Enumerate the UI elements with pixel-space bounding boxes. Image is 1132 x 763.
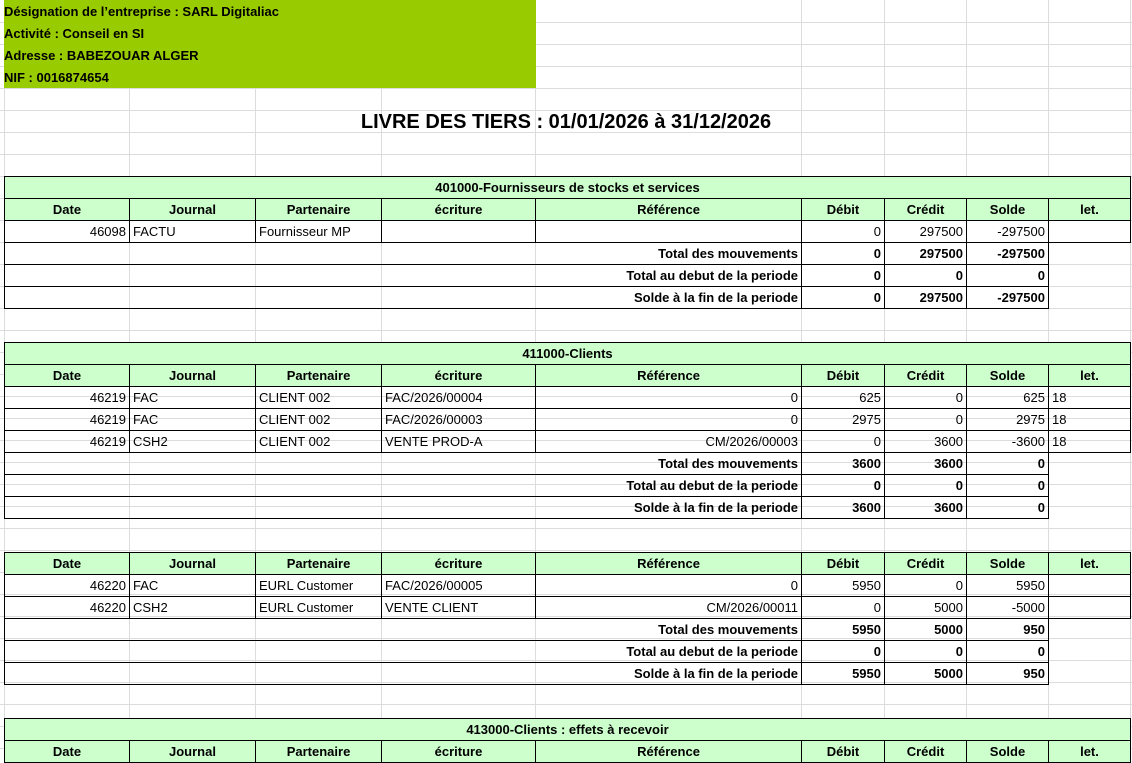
column-header[interactable]: Solde: [966, 364, 1049, 387]
column-header[interactable]: Journal: [129, 364, 256, 387]
total-credit[interactable]: 0: [884, 474, 967, 497]
total-credit[interactable]: 3600: [884, 452, 967, 475]
total-solde[interactable]: -297500: [966, 242, 1049, 265]
total-label[interactable]: Solde à la fin de la periode: [4, 286, 802, 309]
column-header[interactable]: Date: [4, 552, 130, 575]
table-cell[interactable]: FAC: [129, 574, 256, 597]
column-header[interactable]: Journal: [129, 198, 256, 221]
table-cell[interactable]: 3600: [884, 430, 967, 453]
total-credit[interactable]: 3600: [884, 496, 967, 519]
gridline: [0, 330, 1132, 331]
column-header[interactable]: Référence: [535, 364, 802, 387]
table-cell[interactable]: 0: [801, 596, 885, 619]
column-header[interactable]: Référence: [535, 198, 802, 221]
column-header[interactable]: écriture: [381, 364, 536, 387]
column-header[interactable]: Date: [4, 364, 130, 387]
table-cell[interactable]: -3600: [966, 430, 1049, 453]
company-designation: Désignation de l’entreprise : SARL Digitaliac: [4, 4, 279, 19]
column-header[interactable]: Débit: [801, 740, 885, 763]
table-cell[interactable]: CLIENT 002: [255, 386, 382, 409]
gridline: [0, 528, 1132, 529]
table-cell[interactable]: FACTU: [129, 220, 256, 243]
table-cell[interactable]: CLIENT 002: [255, 408, 382, 431]
table-cell[interactable]: 5000: [884, 596, 967, 619]
column-header[interactable]: écriture: [381, 552, 536, 575]
total-debit[interactable]: 0: [801, 640, 885, 663]
table-cell[interactable]: [1048, 220, 1131, 243]
total-debit[interactable]: 3600: [801, 452, 885, 475]
table-cell[interactable]: [1048, 596, 1131, 619]
company-nif: NIF : 0016874654: [4, 70, 109, 85]
column-header[interactable]: Crédit: [884, 552, 967, 575]
table-cell[interactable]: 5950: [801, 574, 885, 597]
table-cell[interactable]: 0: [535, 574, 802, 597]
table-cell[interactable]: 297500: [884, 220, 967, 243]
column-header[interactable]: écriture: [381, 740, 536, 763]
table-cell[interactable]: -5000: [966, 596, 1049, 619]
table-cell[interactable]: 46219: [4, 386, 130, 409]
table-cell[interactable]: 0: [801, 220, 885, 243]
table-cell[interactable]: FAC/2026/00004: [381, 386, 536, 409]
table-cell[interactable]: CM/2026/00011: [535, 596, 802, 619]
column-header[interactable]: let.: [1048, 552, 1131, 575]
total-label[interactable]: Total au debut de la periode: [4, 474, 802, 497]
column-header[interactable]: Référence: [535, 740, 802, 763]
column-header[interactable]: Solde: [966, 740, 1049, 763]
total-label[interactable]: Solde à la fin de la periode: [4, 662, 802, 685]
table-cell[interactable]: 0: [884, 408, 967, 431]
total-credit[interactable]: 5000: [884, 662, 967, 685]
table-cell[interactable]: 2975: [801, 408, 885, 431]
total-solde[interactable]: 0: [966, 640, 1049, 663]
total-solde[interactable]: -297500: [966, 286, 1049, 309]
column-header[interactable]: écriture: [381, 198, 536, 221]
total-label[interactable]: Total des mouvements: [4, 452, 802, 475]
total-label[interactable]: Solde à la fin de la periode: [4, 496, 802, 519]
column-header[interactable]: Crédit: [884, 198, 967, 221]
table-cell[interactable]: FAC/2026/00003: [381, 408, 536, 431]
column-header[interactable]: Débit: [801, 198, 885, 221]
column-header[interactable]: Crédit: [884, 364, 967, 387]
column-header[interactable]: Solde: [966, 198, 1049, 221]
section-title[interactable]: 413000-Clients : effets à recevoir: [4, 718, 1131, 741]
column-header[interactable]: Référence: [535, 552, 802, 575]
gridline: [0, 550, 1132, 551]
total-debit[interactable]: 0: [801, 242, 885, 265]
total-label[interactable]: Total au debut de la periode: [4, 640, 802, 663]
total-debit[interactable]: 0: [801, 286, 885, 309]
column-header[interactable]: let.: [1048, 198, 1131, 221]
column-header[interactable]: Débit: [801, 364, 885, 387]
total-solde[interactable]: 950: [966, 662, 1049, 685]
total-debit[interactable]: 5950: [801, 662, 885, 685]
column-header[interactable]: Partenaire: [255, 364, 382, 387]
column-header[interactable]: Journal: [129, 740, 256, 763]
gridline: [0, 704, 1132, 705]
table-cell[interactable]: CLIENT 002: [255, 430, 382, 453]
table-cell[interactable]: FAC: [129, 386, 256, 409]
section-title[interactable]: 411000-Clients: [4, 342, 1131, 365]
column-header[interactable]: Date: [4, 740, 130, 763]
table-cell[interactable]: [535, 220, 802, 243]
table-cell[interactable]: FAC: [129, 408, 256, 431]
total-solde[interactable]: 950: [966, 618, 1049, 641]
total-label[interactable]: Total des mouvements: [4, 242, 802, 265]
table-cell[interactable]: 625: [966, 386, 1049, 409]
column-header[interactable]: Crédit: [884, 740, 967, 763]
table-cell[interactable]: 18: [1048, 386, 1131, 409]
total-label[interactable]: Total au debut de la periode: [4, 264, 802, 287]
table-cell[interactable]: 2975: [966, 408, 1049, 431]
column-header[interactable]: Partenaire: [255, 198, 382, 221]
total-label[interactable]: Total des mouvements: [4, 618, 802, 641]
table-cell[interactable]: FAC/2026/00005: [381, 574, 536, 597]
table-cell[interactable]: 0: [884, 386, 967, 409]
table-cell[interactable]: CM/2026/00003: [535, 430, 802, 453]
table-cell[interactable]: -297500: [966, 220, 1049, 243]
total-credit[interactable]: 297500: [884, 286, 967, 309]
total-credit[interactable]: 5000: [884, 618, 967, 641]
total-debit[interactable]: 3600: [801, 496, 885, 519]
table-cell[interactable]: 0: [801, 430, 885, 453]
total-debit[interactable]: 5950: [801, 618, 885, 641]
total-credit[interactable]: 297500: [884, 242, 967, 265]
column-header[interactable]: Partenaire: [255, 740, 382, 763]
company-activity: Activité : Conseil en SI: [4, 26, 145, 41]
total-solde[interactable]: 0: [966, 496, 1049, 519]
table-cell[interactable]: 18: [1048, 430, 1131, 453]
table-cell[interactable]: 18: [1048, 408, 1131, 431]
table-cell[interactable]: EURL Customer: [255, 574, 382, 597]
total-debit[interactable]: 0: [801, 474, 885, 497]
table-cell[interactable]: 46220: [4, 574, 130, 597]
table-cell[interactable]: 625: [801, 386, 885, 409]
total-solde[interactable]: 0: [966, 264, 1049, 287]
company-address: Adresse : BABEZOUAR ALGER: [4, 48, 199, 63]
column-header[interactable]: Débit: [801, 552, 885, 575]
table-cell[interactable]: 46219: [4, 430, 130, 453]
gridline: [0, 88, 1132, 89]
column-header[interactable]: Journal: [129, 552, 256, 575]
table-cell[interactable]: VENTE PROD-A: [381, 430, 536, 453]
table-cell[interactable]: CSH2: [129, 596, 256, 619]
table-cell[interactable]: EURL Customer: [255, 596, 382, 619]
column-header[interactable]: Solde: [966, 552, 1049, 575]
table-cell[interactable]: Fournisseur MP: [255, 220, 382, 243]
gridline: [0, 154, 1132, 155]
table-cell[interactable]: [1048, 574, 1131, 597]
table-cell[interactable]: 46220: [4, 596, 130, 619]
table-cell[interactable]: 0: [535, 408, 802, 431]
table-cell[interactable]: CSH2: [129, 430, 256, 453]
table-cell[interactable]: 0: [884, 574, 967, 597]
table-cell[interactable]: [381, 220, 536, 243]
table-cell[interactable]: VENTE CLIENT: [381, 596, 536, 619]
total-credit[interactable]: 0: [884, 640, 967, 663]
total-solde[interactable]: 0: [966, 474, 1049, 497]
total-credit[interactable]: 0: [884, 264, 967, 287]
column-header[interactable]: let.: [1048, 740, 1131, 763]
total-solde[interactable]: 0: [966, 452, 1049, 475]
column-header[interactable]: Partenaire: [255, 552, 382, 575]
column-header[interactable]: let.: [1048, 364, 1131, 387]
table-cell[interactable]: 5950: [966, 574, 1049, 597]
table-cell[interactable]: 46219: [4, 408, 130, 431]
page-title: LIVRE DES TIERS : 01/01/2026 à 31/12/2026: [360, 111, 772, 133]
table-cell[interactable]: 0: [535, 386, 802, 409]
table-cell[interactable]: 46098: [4, 220, 130, 243]
total-debit[interactable]: 0: [801, 264, 885, 287]
column-header[interactable]: Date: [4, 198, 130, 221]
section-title[interactable]: 401000-Fournisseurs de stocks et services: [4, 176, 1131, 199]
